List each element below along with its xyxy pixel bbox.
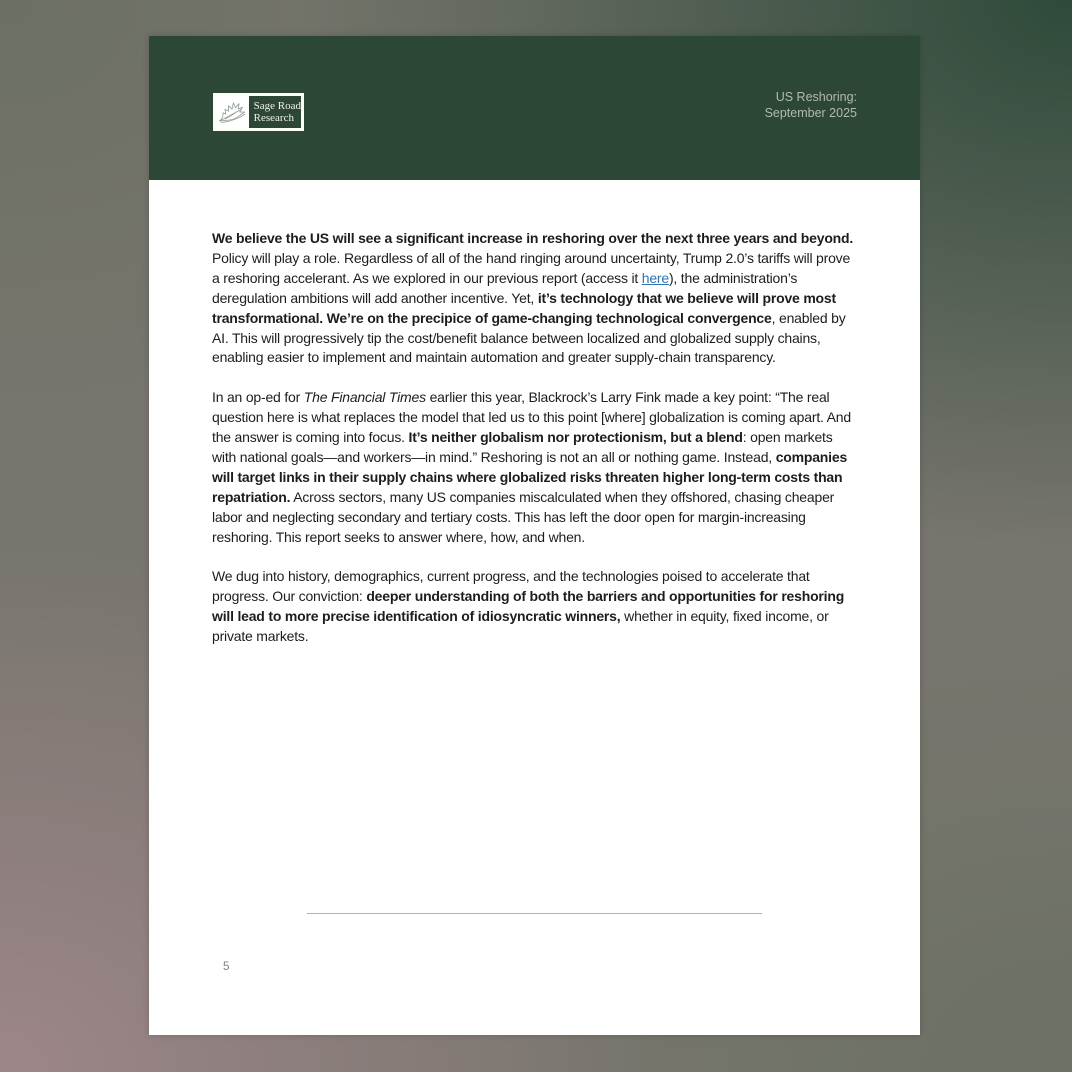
text-run-regular: : open markets with national goals—and workers—in mind.” Reshoring is not an all or nothing game. Instead, [212, 429, 833, 465]
text-run-regular: ), the administration’s deregulation ambitions will add another incentive. Yet, [212, 269, 798, 306]
logo-line2: Research [253, 112, 294, 124]
text-run-bold: We believe the US will see a significant increase in reshoring over the next three years and beyond. [212, 230, 854, 246]
paragraph [212, 388, 857, 547]
text-run-regular: We dug into history, demographics, current progress, and the technologies poised to accelerate that progress. Our conviction: [212, 568, 810, 605]
text-run-regular: , enabled by AI. This will progressively tip the cost/benefit balance between localized and globalized supply chains, enabling easier to implement and maintain automation and greater supply-chain transparency. [212, 309, 846, 366]
text-run-bold: deeper understanding of both the barriers and opportunities for reshoring will lead to more precise identification of idiosyncratic winners, [212, 588, 845, 625]
here-link[interactable]: here [641, 269, 669, 286]
text-run-bold: it’s technology that we believe will prove most transformational. We’re on the precipice of game-changing technological convergence [212, 289, 836, 326]
page-header-band [149, 36, 920, 180]
paragraph [212, 229, 857, 368]
footer-divider-line [307, 913, 762, 914]
report-title: US Reshoring: [775, 90, 857, 104]
paragraph [212, 567, 857, 647]
logo-line1: Sage Road [253, 99, 301, 112]
text-run-regular: whether in equity, fixed income, or private markets. [212, 608, 829, 645]
text-run-regular: Policy will play a role. Regardless of all of the hand ringing around uncertainty, Trump 2.0’s tariffs will prove a reshoring accelerant. As we explored in our previous report (access it [212, 249, 851, 286]
header-meta [765, 90, 857, 121]
document-page [149, 36, 920, 1035]
text-run-bold: companies will target links in their supply chains where globalized risks threaten higher long-term costs than repatriation. [212, 448, 848, 505]
text-run-regular: earlier this year, Blackrock’s Larry Fink made a key point: “The real question here is what replaces the model that led us to this point [where] globalization is coming apart. And the answer is coming into focus. [212, 389, 851, 446]
text-run-regular: Across sectors, many US companies miscalculated when they offshored, chasing cheaper labor and neglecting secondary and tertiary costs. This has left the door open for margin-increasing reshoring. This report seeks to answer where, how, and when. [212, 488, 835, 545]
page-number: 5 [223, 961, 230, 973]
report-date: September 2025 [764, 105, 857, 120]
text-run-bold: It’s neither globalism nor protectionism, but a blend [408, 429, 743, 446]
company-logo [213, 93, 304, 131]
text-run-regular: In an op-ed for [212, 389, 304, 406]
sage-leaf-icon [216, 96, 249, 128]
document-body [212, 229, 857, 667]
text-run-italic: The Financial Times [303, 389, 426, 406]
logo-wordmark [249, 96, 301, 128]
